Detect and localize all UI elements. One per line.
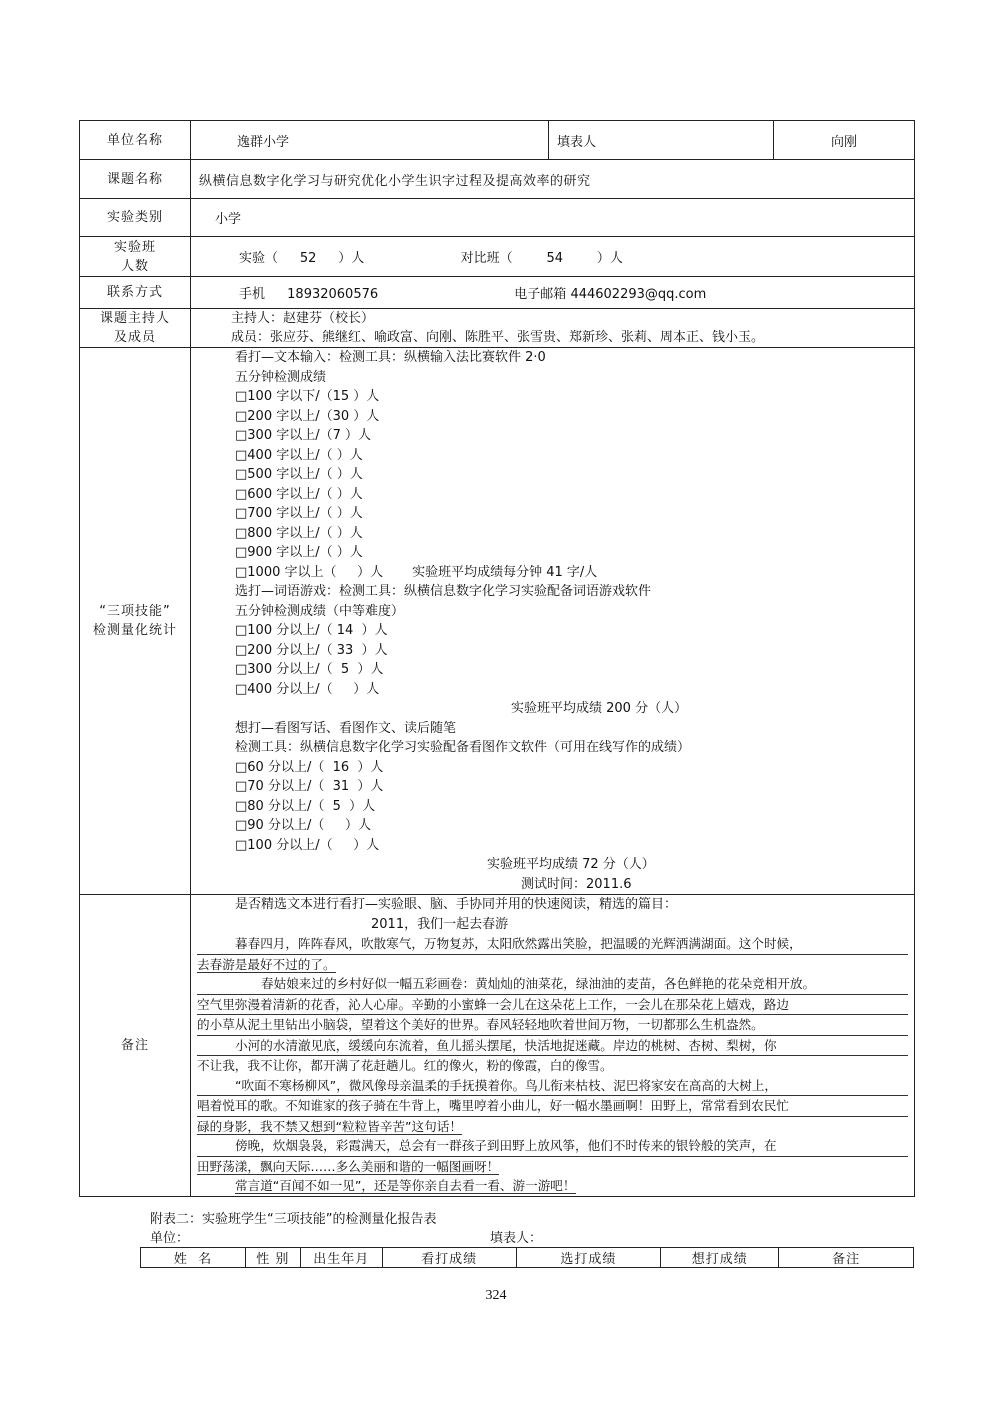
host-label [80, 309, 191, 348]
essay-body [197, 934, 908, 1196]
skills-label-line1: “三项技能” [99, 604, 171, 619]
essay-line: 常言道“百闻不如一见”，还是等你亲自去看一看、游一游吧！ [235, 1178, 576, 1193]
avg-select-score: 实验班平均成绩 200 分（人） [511, 701, 688, 716]
col-header: 性 别 [245, 1248, 300, 1268]
col-header: 姓 名 [141, 1248, 246, 1268]
filler-value: 向刚 [774, 121, 915, 160]
col-header: 选打成绩 [516, 1248, 661, 1268]
skills-line: 检测工具：纵横信息数字化学习实验配备看图作文软件（可用在线写作的成绩） [235, 740, 691, 755]
essay-line: 碌的身影，我不禁又想到“粒粒皆辛苦”这句话！ [197, 1118, 462, 1134]
phone-number: 18932060576 [287, 287, 379, 302]
essay-title: 2011，我们一起去春游 [371, 916, 509, 932]
appendix-table [140, 1247, 914, 1268]
skills-line: 想打—看图写话、看图作文、读后随笔 [235, 720, 457, 736]
essay-line: 的小草从泥土里钻出小脑袋，望着这个美好的世界。春风轻轻地吹着世间万物，一切都那么生机盎然。 [197, 1015, 908, 1036]
remark-content [191, 895, 915, 1197]
class-size-value [191, 237, 915, 277]
ctrl-count: 54 [546, 251, 564, 266]
skills-line: □900 字以上/（ ）人 [235, 545, 363, 560]
appendix-unit: 单位： [150, 1231, 190, 1246]
appendix-title: 附表二：实验班学生“三项技能”的检测量化报告表 [150, 1212, 437, 1227]
phone-label: 手机 [239, 287, 266, 302]
skills-line: 五分钟检测成绩 [235, 369, 327, 385]
skills-line: □500 字以上/（ ）人 [235, 467, 363, 482]
member-list: 成员：张应芬、熊继红、喻政富、向刚、陈胜平、张雪贵、郑新珍、张莉、周本正、钱小玉。 [231, 330, 765, 345]
filler-label: 填表人 [549, 121, 774, 160]
skills-line: 看打—文本输入：检测工具：纵横输入法比赛软件 2·0 [235, 350, 546, 365]
skills-line: □300 字以上/（7 ）人 [235, 428, 372, 443]
essay-line: 傍晚，炊烟袅袅，彩霞满天，总会有一群孩子到田野上放风筝，他们不时传来的银铃般的笑声，在 [197, 1136, 908, 1157]
unit-value: 逸群小学 [191, 121, 549, 160]
host-name: 主持人：赵建芬（校长） [231, 311, 375, 326]
email-label: 电子邮箱 [514, 287, 567, 302]
col-header: 想打成绩 [661, 1248, 779, 1268]
col-header: 看打成绩 [382, 1248, 516, 1268]
topic-label: 课题名称 [80, 160, 191, 199]
skills-line: □80 分以上/（ 5 ）人 [235, 798, 376, 814]
test-time: 测试时间：2011.6 [521, 876, 632, 892]
page-number: 324 [485, 1288, 507, 1303]
skills-line: □60 分以上/（ 16 ）人 [235, 759, 384, 775]
email-address: 444602293@qq.com [570, 287, 707, 302]
skills-stats [191, 348, 915, 895]
essay-line: 小河的水清澈见底，缓缓向东流着，鱼儿摇头摆尾，快活地捉迷藏。岸边的桃树、杏树、梨树，你 [197, 1036, 908, 1057]
ctrl-suffix: ）人 [596, 251, 623, 266]
category-value: 小学 [191, 199, 915, 237]
class-size-label-line2: 人数 [120, 258, 149, 274]
skills-line: 五分钟检测成绩（中等难度） [235, 603, 405, 619]
appendix-filler: 填表人： [490, 1231, 543, 1246]
essay-line: 田野荡漾，飘向天际……多么美丽和谐的一幅图画呀！ [197, 1158, 500, 1174]
experiment-info-form [79, 120, 915, 1197]
exp-count: 52 [299, 251, 317, 266]
skills-line: □400 分以上/（ ）人 [235, 681, 380, 697]
unit-label: 单位名称 [80, 121, 191, 160]
avg-think-score: 实验班平均成绩 72 分（人） [487, 857, 655, 872]
contact-label: 联系方式 [80, 277, 191, 309]
skills-line: □100 分以上/（ ）人 [235, 837, 380, 853]
skills-line: □400 字以上/（ ）人 [235, 447, 363, 463]
skills-line: □200 字以上/（30 ）人 [235, 408, 380, 424]
class-size-label-line1: 实验班 [113, 239, 156, 255]
contact-value [191, 277, 915, 309]
remark-label: 备注 [80, 895, 191, 1197]
skills-line: □90 分以上/（ ）人 [235, 818, 371, 833]
essay-line: 去春游是最好不过的了。 [197, 956, 336, 972]
skills-line: □200 分以上/（ 33 ）人 [235, 642, 388, 658]
class-size-label [80, 237, 191, 277]
skills-label-line2: 检测量化统计 [92, 623, 177, 638]
host-label-line2: 及成员 [113, 330, 156, 345]
exp-suffix: ）人 [338, 251, 365, 266]
essay-line: 唱着悦耳的歌。不知谁家的孩子骑在牛背上，嘴里哼着小曲儿，好一幅水墨画啊！田野上，常常看到农民忙 [197, 1096, 908, 1117]
skills-line: 选打—词语游戏：检测工具：纵横信息数字化学习实验配备词语游戏软件 [235, 584, 652, 599]
host-members [191, 309, 915, 348]
host-label-line1: 课题主持人 [99, 311, 170, 326]
appendix-header-row [141, 1248, 914, 1268]
skills-line: □100 字以下/（15 ）人 [235, 389, 380, 404]
col-header: 出生年月 [300, 1248, 382, 1268]
skills-line: □100 分以上/（ 14 ）人 [235, 623, 388, 638]
skills-line: □1000 字以上（ ）人 实验班平均成绩每分钟 41 字/人 [235, 564, 598, 580]
skills-line: □700 字以上/（ ）人 [235, 506, 363, 521]
skills-line: □600 字以上/（ ）人 [235, 486, 363, 502]
category-label: 实验类别 [80, 199, 191, 237]
essay-line: 暮春四月，阵阵春风，吹散寒气，万物复苏，太阳欣然露出笑脸，把温暖的光辉洒满湖面。这个时候， [197, 934, 908, 955]
skills-line: □70 分以上/（ 31 ）人 [235, 779, 384, 794]
exp-prefix: 实验（ [239, 251, 279, 266]
skills-label [80, 348, 191, 895]
essay-line: 春姑娘来过的乡村好似一幅五彩画卷：黄灿灿的油菜花，绿油油的麦苗，各色鲜艳的花朵竞相开放。 [197, 974, 908, 995]
skills-line: □800 字以上/（ ）人 [235, 525, 363, 541]
skills-line: □300 分以上/（ 5 ）人 [235, 662, 384, 677]
ctrl-prefix: 对比班（ [460, 251, 513, 266]
topic-value: 纵横信息数字化学习与研究优化小学生识字过程及提高效率的研究 [191, 160, 915, 199]
essay-line: 不让我，我不让你，都开满了花赶趟儿。红的像火，粉的像霞，白的像雪。 [197, 1058, 613, 1073]
essay-line: “吹面不寒杨柳风”，微风像母亲温柔的手抚摸着你。鸟儿衔来枯枝、泥巴将家安在高高的大树上， [197, 1076, 908, 1097]
essay-line: 空气里弥漫着清新的花香，沁人心扉。辛勤的小蜜蜂一会儿在这朵花上工作，一会儿在那朵花上嬉戏，路边 [197, 995, 908, 1016]
col-header: 备注 [779, 1248, 914, 1268]
remark-intro: 是否精选文本进行看打—实验眼、脑、手协同并用的快速阅读，精选的篇目： [235, 897, 678, 912]
